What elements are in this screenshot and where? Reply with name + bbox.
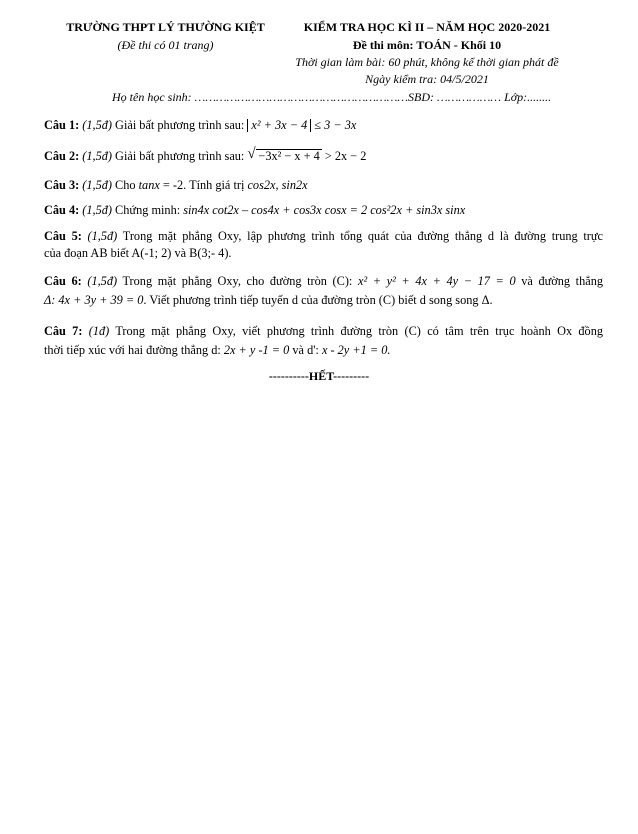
question-points: (1,5đ) [87,274,118,288]
question-points: (1,5đ) [82,178,112,192]
math-expression: tanx [138,178,160,192]
question-line [44,324,603,339]
exam-time: Thời gian làm bài: 60 phút, không kể thời gian phát đề [295,55,559,69]
question-text: Trong mặt phẳng Oxy, cho đường tròn (C): [117,274,358,288]
question-points: (1,5đ) [87,229,118,243]
question-text: Giải bất phương trình sau: [111,118,248,132]
math-expression: > 2x − 2 [321,149,367,163]
student-info-line: Họ tên học sinh: ……………………………………………………SBD: ……………… Lớp:........ [112,90,552,104]
math-expression: 2x + y -1 = 0 [223,343,290,358]
question-points: (1,5đ) [82,118,112,132]
square-root-expression [247,146,321,164]
radical-sign: √ [247,146,256,162]
math-expression: x - 2y +1 = 0. [321,343,391,358]
question-text: = -2. Tính giá trị [159,178,248,192]
question-line [44,229,603,244]
question-5 [44,229,603,262]
question-text: Chứng minh: [111,203,184,217]
exam-title: KIỂM TRA HỌC KÌ II – NĂM HỌC 2020-2021 [303,20,551,34]
question-line: của đoạn AB biết A(-1; 2) và B(3;- 4). [44,246,232,261]
question-text: và đường thẳng [515,274,604,288]
math-expression: sin4x cot2x – cos4x + cos3x cosx = 2 cos²2x + sin3x sinx [183,203,466,217]
school-name: TRƯỜNG THPT LÝ THƯỜNG KIỆT [66,20,265,34]
question-label: Câu 6: [44,274,82,288]
question-7 [44,324,603,359]
page-count-note: (Đề thi có 01 trang) [117,38,214,52]
question-points: (1,5đ) [82,149,112,163]
question-text: Giải bất phương trình sau: [111,149,248,163]
question-text: Trong mặt phẳng Oxy, viết phương trình đường tròn (C) có tâm trên trục hoành Ox đồng [109,324,604,338]
question-text: Trong mặt phẳng Oxy, lập phương trình tổng quát của đường thẳng d là đường trung trực [117,229,603,243]
end-marker: ----------HẾT--------- [268,369,370,383]
math-expression: ≤ 3 − 3x [311,118,357,132]
question-label: Câu 2: [44,149,80,163]
question-line [44,293,603,308]
question-label: Câu 7: [44,324,83,338]
question-line [44,343,603,358]
exam-info-block [282,20,572,87]
question-3 [44,178,603,193]
question-label: Câu 5: [44,229,82,243]
question-line [44,274,603,289]
question-points: (1,5đ) [82,203,112,217]
question-6 [44,274,603,309]
school-block [58,20,273,53]
absolute-value-expression [247,119,311,132]
exam-subject: Đề thi môn: TOÁN - Khối 10 [352,38,502,52]
question-label: Câu 4: [44,203,80,217]
exam-date: Ngày kiểm tra: 04/5/2021 [365,72,489,86]
question-2 [44,146,603,164]
question-text: . Viết phương trình tiếp tuyến d của đường tròn (C) biết d song song Δ. [143,293,493,308]
question-text: và d': [289,343,322,358]
math-expression: x² + 3x − 4 [251,118,308,132]
math-expression: x² + y² + 4x + 4y − 17 = 0 [357,274,516,288]
question-text: Cho [111,178,139,192]
math-expression: −3x² − x + 4 [258,149,320,163]
question-label: Câu 3: [44,178,80,192]
question-points: (1đ) [88,324,110,338]
question-text: thời tiếp xúc với hai đường thẳng d: [44,343,224,358]
question-label: Câu 1: [44,118,80,132]
question-1 [44,118,603,133]
question-4 [44,203,603,218]
math-expression: cos2x, sin2x [247,178,308,192]
math-expression: Δ: 4x + 3y + 39 = 0 [44,293,144,308]
